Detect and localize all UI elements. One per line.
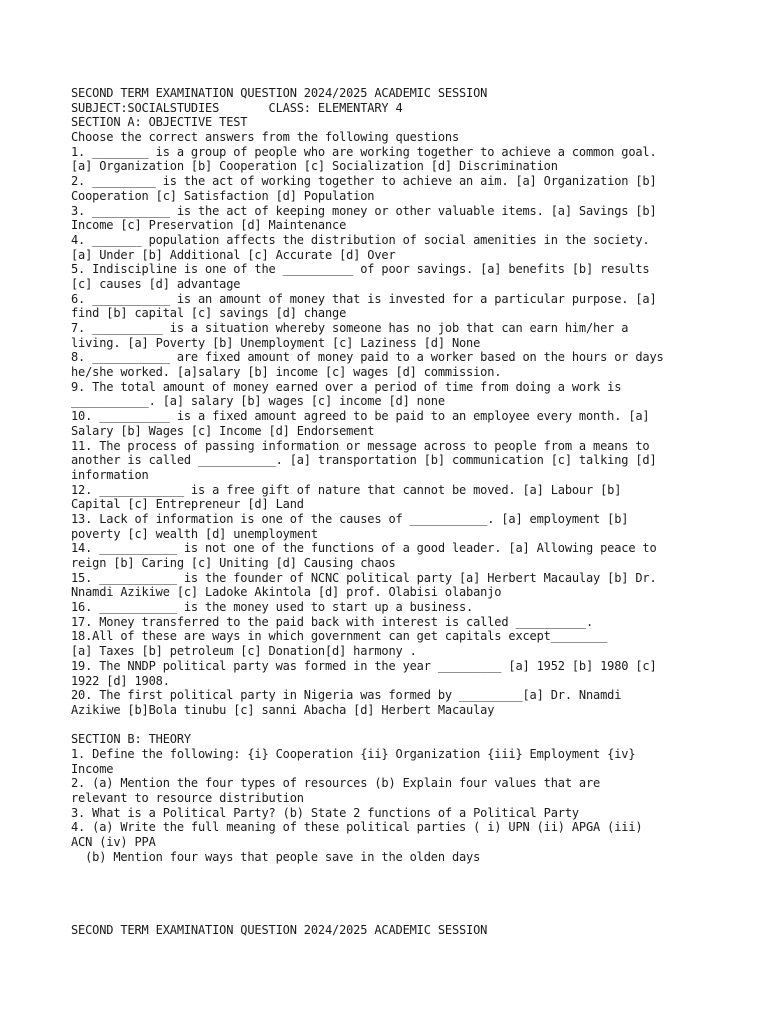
question-line: [c] causes [d] advantage <box>71 276 241 291</box>
question-line: poverty [c] wealth [d] unemployment <box>71 526 318 541</box>
question-line: information <box>71 467 149 482</box>
question-line: ACN (iv) PPA <box>71 835 156 850</box>
question-line: [a] Taxes [b] petroleum [c] Donation[d] harmony . <box>71 644 417 659</box>
question-line: 9. The total amount of money earned over a period of time from doing a work is <box>71 379 622 394</box>
question-line: 2. (a) Mention the four types of resources (b) Explain four values that are <box>71 776 601 791</box>
question-line: Cooperation [c] Satisfaction [d] Population <box>71 188 375 203</box>
question-line: Income [c] Preservation [d] Maintenance <box>71 218 347 233</box>
question-line: 13. Lack of information is one of the causes of ___________. [a] employment [b] <box>71 511 629 526</box>
question-line: Nnamdi Azikiwe [c] Ladoke Akintola [d] prof. Olabisi olabanjo <box>71 585 502 600</box>
question-line: 14. ___________ is not one of the functions of a good leader. [a] Allowing peace to <box>71 541 657 556</box>
section-b-title: SECTION B: THEORY <box>71 732 191 747</box>
question-line: Azikiwe [b]Bola tinubu [c] sanni Abacha [d] Herbert Macaulay <box>71 702 495 717</box>
question-line: 12. ____________ is a free gift of nature that cannot be moved. [a] Labour [b] <box>71 482 622 497</box>
question-line: living. [a] Poverty [b] Unemployment [c] Laziness [d] None <box>71 335 481 350</box>
question-line: [a] Organization [b] Cooperation [c] Socialization [d] Discrimination <box>71 159 558 174</box>
question-line: 19. The NNDP political party was formed in the year _________ [a] 1952 [b] 1980 [c] <box>71 658 657 673</box>
question-line: 4. (a) Write the full meaning of these political parties ( i) UPN (ii) APGA (iii) <box>71 820 643 835</box>
section-a-title: SECTION A: OBJECTIVE TEST <box>71 115 248 130</box>
question-line: 16. ___________ is the money used to start up a business. <box>71 600 474 615</box>
question-line: 20. The first political party in Nigeria was formed by _________[a] Dr. Nnamdi <box>71 688 622 703</box>
question-line: Income <box>71 761 114 776</box>
exam-title: SECOND TERM EXAMINATION QUESTION 2024/2025 ACADEMIC SESSION <box>71 86 488 100</box>
question-line: (b) Mention four ways that people save in the olden days <box>71 849 481 864</box>
question-line: ___________. [a] salary [b] wages [c] income [d] none <box>71 394 445 409</box>
exam-document <box>71 86 711 864</box>
question-line: 3. What is a Political Party? (b) State 2 functions of a Political Party <box>71 805 579 820</box>
question-line: 15. ___________ is the founder of NCNC political party [a] Herbert Macaulay [b] Dr. <box>71 570 657 585</box>
question-line: find [b] capital [c] savings [d] change <box>71 306 347 321</box>
question-line: another is called ___________. [a] transportation [b] communication [c] talking [d] <box>71 453 657 468</box>
question-line: 6. ___________ is an amount of money that is invested for a particular purpose. [a] <box>71 291 657 306</box>
subject-class-line: SUBJECT:SOCIALSTUDIES CLASS: ELEMENTARY 4 <box>71 100 403 115</box>
question-line: 3. ___________ is the act of keeping money or other valuable items. [a] Savings [b] <box>71 203 657 218</box>
section-b-questions <box>71 747 711 865</box>
question-line: 1. Define the following: {i} Cooperation {ii} Organization {iii} Employment {iv} <box>71 746 636 761</box>
question-line: 11. The process of passing information or message across to people from a means to <box>71 438 650 453</box>
question-line: reign [b] Caring [c] Uniting [d] Causing chaos <box>71 556 396 570</box>
question-line: he/she worked. [a]salary [b] income [c] wages [d] commission. <box>71 365 502 380</box>
question-line: 10. __________ is a fixed amount agreed to be paid to an employee every month. [a] <box>71 409 650 424</box>
question-line: relevant to resource distribution <box>71 791 304 805</box>
section-a-instruction: Choose the correct answers from the following questions <box>71 130 460 145</box>
section-spacer <box>71 718 711 733</box>
question-line: 7. __________ is a situation whereby someone has no job that can earn him/her a <box>71 321 629 335</box>
question-line: 18.All of these are ways in which government can get capitals except________ <box>71 629 608 644</box>
question-line: 8. ___________ are fixed amount of money paid to a worker based on the hours or days <box>71 350 664 365</box>
question-line: Capital [c] Entrepreneur [d] Land <box>71 497 304 512</box>
section-a-questions <box>71 145 711 718</box>
question-line: 4. _______ population affects the distribution of social amenities in the society. <box>71 232 650 247</box>
question-line: 1. ________ is a group of people who are working together to achieve a common goal. <box>71 144 657 159</box>
question-line: Salary [b] Wages [c] Income [d] Endorsement <box>71 423 375 438</box>
question-line: 5. Indiscipline is one of the __________ of poor savings. [a] benefits [b] results <box>71 262 650 277</box>
footer-exam-title: SECOND TERM EXAMINATION QUESTION 2024/2025 ACADEMIC SESSION <box>71 923 488 937</box>
question-line: 2. _________ is the act of working together to achieve an aim. [a] Organization [b] <box>71 174 657 189</box>
question-line: [a] Under [b] Additional [c] Accurate [d] Over <box>71 247 396 262</box>
question-line: 17. Money transferred to the paid back with interest is called __________. <box>71 614 594 629</box>
question-line: 1922 [d] 1908. <box>71 673 170 688</box>
